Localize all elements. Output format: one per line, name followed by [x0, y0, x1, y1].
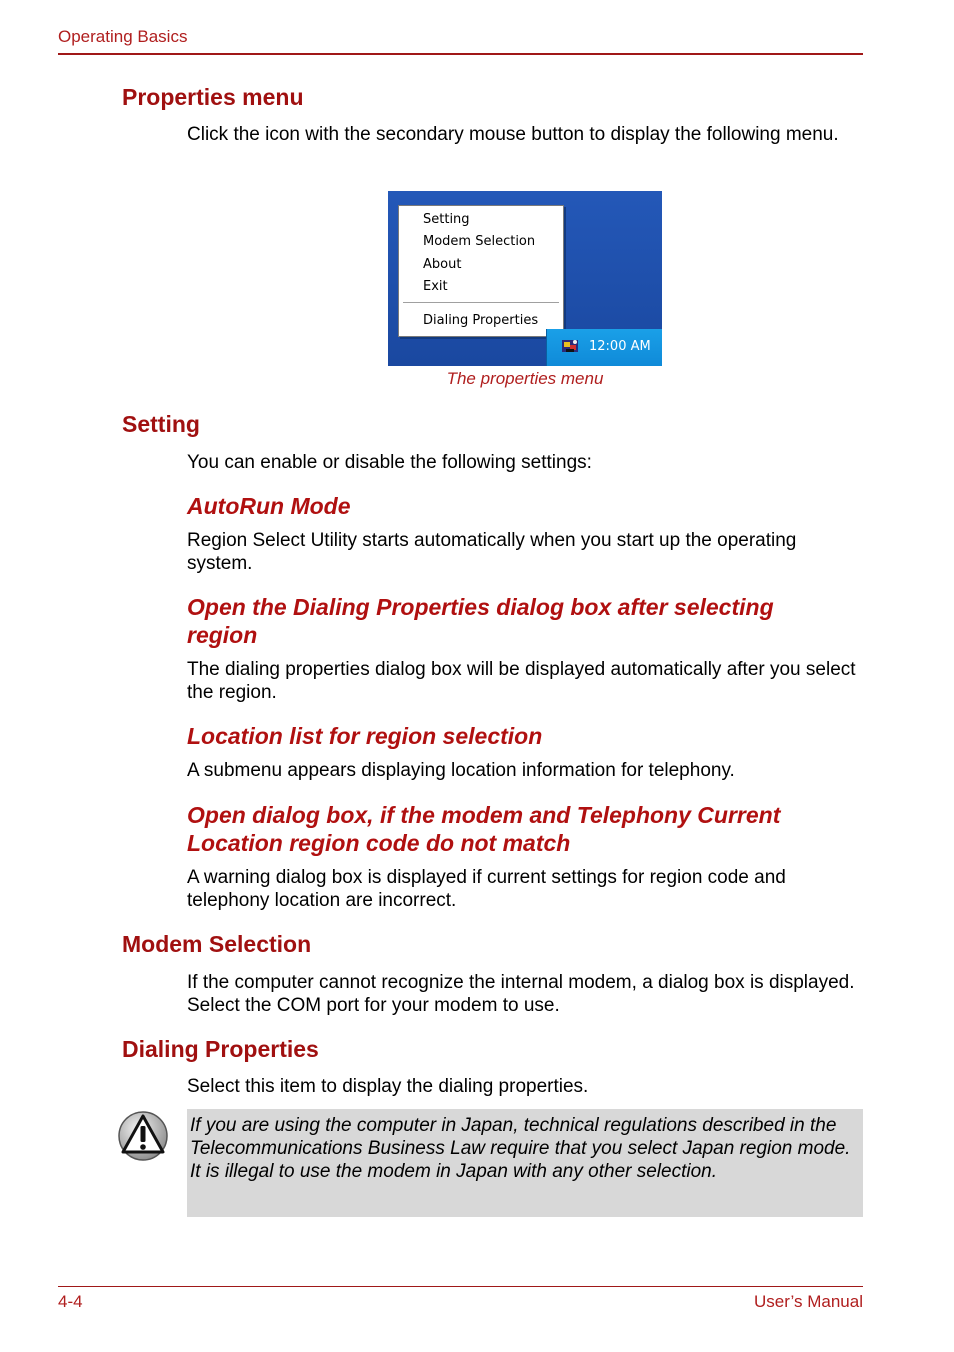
paragraph-autorun: Region Select Utility starts automatically when you start up the operating system. — [187, 530, 797, 574]
menu-item-about[interactable]: About — [423, 257, 462, 272]
header-rule — [58, 53, 863, 55]
figure-caption: The properties menu — [446, 369, 604, 388]
paragraph-open-dialog: A warning dialog box is displayed if current settings for region code and telephony location are incorrect. — [187, 867, 786, 911]
paragraph-location-list: A submenu appears displaying location information for telephony. — [187, 760, 735, 781]
warning-icon — [117, 1110, 169, 1162]
paragraph-modem-selection: If the computer cannot recognize the internal modem, a dialog box is displayed. Select the COM port for your modem to use. — [187, 972, 855, 1016]
heading-properties-menu: Properties menu — [122, 84, 304, 110]
running-header: Operating Basics — [58, 27, 188, 46]
subheading-location-list: Location list for region selection — [187, 723, 543, 749]
paragraph-open-dialing: The dialing properties dialog box will be displayed automatically after you select the region. — [187, 659, 856, 703]
heading-dialing-properties: Dialing Properties — [122, 1036, 319, 1062]
menu-item-modem-selection[interactable]: Modem Selection — [423, 234, 536, 249]
paragraph-properties-menu: Click the icon with the secondary mouse button to display the following menu. — [187, 124, 839, 145]
menu-separator — [403, 302, 559, 303]
subheading-open-dialog: Open dialog box, if the modem and Telephony Current Location region code do not match — [187, 802, 781, 856]
region-utility-icon[interactable] — [561, 337, 579, 355]
system-tray — [546, 329, 662, 366]
subheading-open-dialing: Open the Dialing Properties dialog box after selecting region — [187, 594, 774, 648]
context-menu — [398, 205, 564, 337]
paragraph-setting: You can enable or disable the following settings: — [187, 452, 592, 473]
heading-setting: Setting — [122, 411, 200, 437]
manual-title: User’s Manual — [754, 1292, 863, 1311]
tray-clock: 12:00 AM — [589, 339, 651, 354]
note-box — [187, 1109, 863, 1217]
properties-menu-screenshot — [388, 191, 662, 366]
menu-item-exit[interactable]: Exit — [423, 279, 448, 294]
footer-rule — [58, 1286, 863, 1287]
note-text: If you are using the computer in Japan, technical regulations described in the Telecommunications Business Law require that you select Japan region mode. It is illegal to use the modem in Japan with any other selection. — [190, 1115, 851, 1182]
paragraph-dialing-properties: Select this item to display the dialing properties. — [187, 1076, 589, 1097]
page-number: 4-4 — [58, 1292, 83, 1311]
menu-item-setting[interactable]: Setting — [423, 212, 470, 227]
menu-item-dialing-properties[interactable]: Dialing Properties — [423, 313, 539, 328]
heading-modem-selection: Modem Selection — [122, 931, 312, 957]
subheading-autorun: AutoRun Mode — [187, 493, 351, 519]
